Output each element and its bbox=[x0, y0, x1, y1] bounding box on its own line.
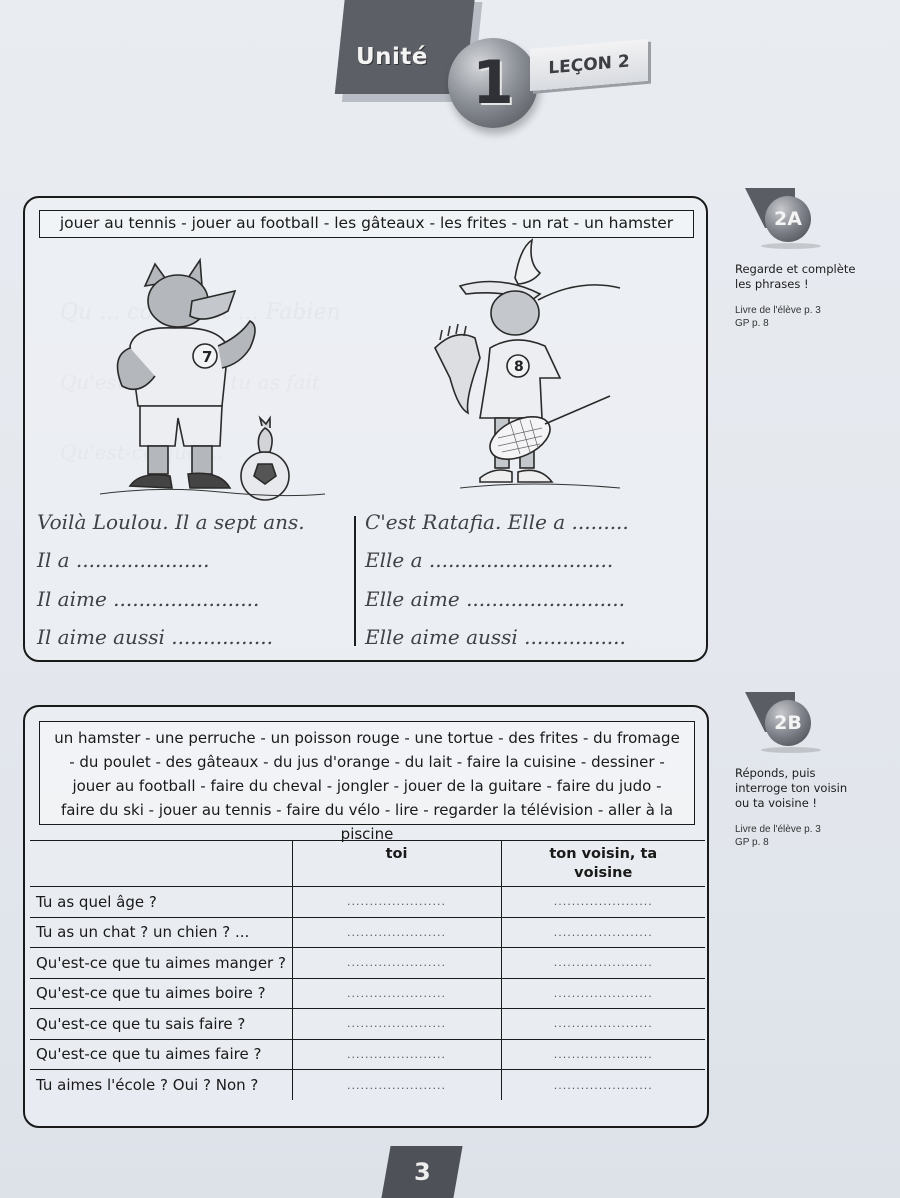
answer-toi-cell[interactable]: ...................... bbox=[292, 1070, 501, 1101]
loulou-illustration bbox=[100, 256, 325, 501]
instruction-2a: Regarde et complète les phrases ! bbox=[735, 262, 856, 291]
reference-line: Livre de l'élève p. 3 bbox=[735, 305, 821, 316]
unit-number: 1 bbox=[472, 48, 514, 118]
interview-table bbox=[30, 840, 705, 1100]
table-row bbox=[30, 948, 705, 979]
unit-header bbox=[330, 0, 670, 140]
header-question bbox=[30, 841, 292, 887]
question-cell: Tu as un chat ? un chien ? ... bbox=[30, 917, 292, 948]
answer-toi-cell[interactable]: ...................... bbox=[292, 917, 501, 948]
left-sentence-3[interactable]: Il aime ....................... bbox=[37, 587, 260, 611]
left-sentence-2[interactable]: Il a ..................... bbox=[37, 548, 210, 572]
badge-orb: 2A bbox=[765, 196, 811, 242]
reference-line: Livre de l'élève p. 3 bbox=[735, 824, 821, 835]
word-bank-line: un hamster - une perruche - un poisson rouge - une tortue - des frites - du fromage bbox=[54, 729, 680, 747]
answer-toi-cell[interactable]: ...................... bbox=[292, 1009, 501, 1040]
unit-label: Unité bbox=[356, 44, 429, 70]
shirt-number-8: 8 bbox=[514, 359, 524, 375]
sidebar-2a bbox=[735, 188, 895, 330]
right-sentence-1[interactable]: C'est Ratafia. Elle a ......... bbox=[365, 510, 629, 534]
reference-line: GP p. 8 bbox=[735, 837, 769, 848]
column-divider bbox=[354, 516, 356, 646]
answer-voisin-cell[interactable]: ...................... bbox=[501, 887, 705, 918]
badge-orb: 2B bbox=[765, 700, 811, 746]
sidebar-2b bbox=[735, 692, 895, 849]
badge-shadow bbox=[761, 747, 821, 753]
answer-toi-cell[interactable]: ...................... bbox=[292, 1039, 501, 1070]
exercise-2a-box bbox=[23, 196, 708, 662]
left-sentence-4[interactable]: Il aime aussi ................ bbox=[37, 625, 273, 649]
ratafia-illustration bbox=[420, 238, 635, 503]
answer-voisin-cell[interactable]: ...................... bbox=[501, 1070, 705, 1101]
exercise-2b-box bbox=[23, 705, 709, 1128]
question-cell: Tu as quel âge ? bbox=[30, 887, 292, 918]
question-cell: Tu aimes l'école ? Oui ? Non ? bbox=[30, 1070, 292, 1101]
table-row bbox=[30, 1070, 705, 1101]
table-row bbox=[30, 917, 705, 948]
answer-voisin-cell[interactable]: ...................... bbox=[501, 1009, 705, 1040]
right-sentence-4[interactable]: Elle aime aussi ................ bbox=[365, 625, 626, 649]
right-sentence-2[interactable]: Elle a ............................. bbox=[365, 548, 614, 572]
word-bank-line: faire du ski - jouer au tennis - faire du vélo - lire - regarder la télévision - aller à la piscine bbox=[60, 801, 674, 843]
instruction-2b: Réponds, puis interroge ton voisin ou ta voisine ! bbox=[735, 766, 848, 810]
shirt-number-7: 7 bbox=[202, 348, 213, 366]
question-cell: Qu'est-ce que tu aimes manger ? bbox=[30, 948, 292, 979]
page-number-tab bbox=[381, 1146, 462, 1198]
exercise-badge-2b bbox=[745, 692, 825, 758]
table-row bbox=[30, 1039, 705, 1070]
answer-toi-cell[interactable]: ...................... bbox=[292, 948, 501, 979]
word-bank-line: jouer au football - faire du cheval - jongler - jouer de la guitare - faire du judo - bbox=[72, 777, 662, 795]
answer-toi-cell[interactable]: ...................... bbox=[292, 978, 501, 1009]
answer-toi-cell[interactable]: ...................... bbox=[292, 887, 501, 918]
table-row bbox=[30, 1009, 705, 1040]
answer-voisin-cell[interactable]: ...................... bbox=[501, 917, 705, 948]
question-cell: Qu'est-ce que tu sais faire ? bbox=[30, 1009, 292, 1040]
unit-number-ball bbox=[448, 38, 538, 128]
lesson-label: LEÇON 2 bbox=[530, 39, 648, 91]
header-toi: toi bbox=[292, 841, 501, 887]
references-2b bbox=[735, 823, 895, 849]
answer-voisin-cell[interactable]: ...................... bbox=[501, 948, 705, 979]
left-sentence-1: Voilà Loulou. Il a sept ans. bbox=[37, 510, 305, 534]
word-bank-2b bbox=[39, 721, 695, 843]
table-header-row bbox=[30, 841, 705, 887]
question-cell: Qu'est-ce que tu aimes boire ? bbox=[30, 978, 292, 1009]
reference-line: GP p. 8 bbox=[735, 318, 769, 329]
right-sentence-3[interactable]: Elle aime ......................... bbox=[365, 587, 625, 611]
table-row bbox=[30, 887, 705, 918]
question-cell: Qu'est-ce que tu aimes faire ? bbox=[30, 1039, 292, 1070]
word-bank-2a: jouer au tennis - jouer au football - les gâteaux - les frites - un rat - un hamster bbox=[39, 210, 694, 238]
exercise-badge-2a bbox=[745, 188, 825, 254]
answer-voisin-cell[interactable]: ...................... bbox=[501, 978, 705, 1009]
answer-voisin-cell[interactable]: ...................... bbox=[501, 1039, 705, 1070]
references-2a bbox=[735, 304, 895, 330]
table-row bbox=[30, 978, 705, 1009]
header-voisin: ton voisin, ta voisine bbox=[501, 841, 705, 887]
badge-shadow bbox=[761, 243, 821, 249]
page-number: 3 bbox=[413, 1158, 431, 1186]
word-bank-line: - du poulet - des gâteaux - du jus d'orange - du lait - faire la cuisine - dessiner - bbox=[69, 753, 665, 771]
